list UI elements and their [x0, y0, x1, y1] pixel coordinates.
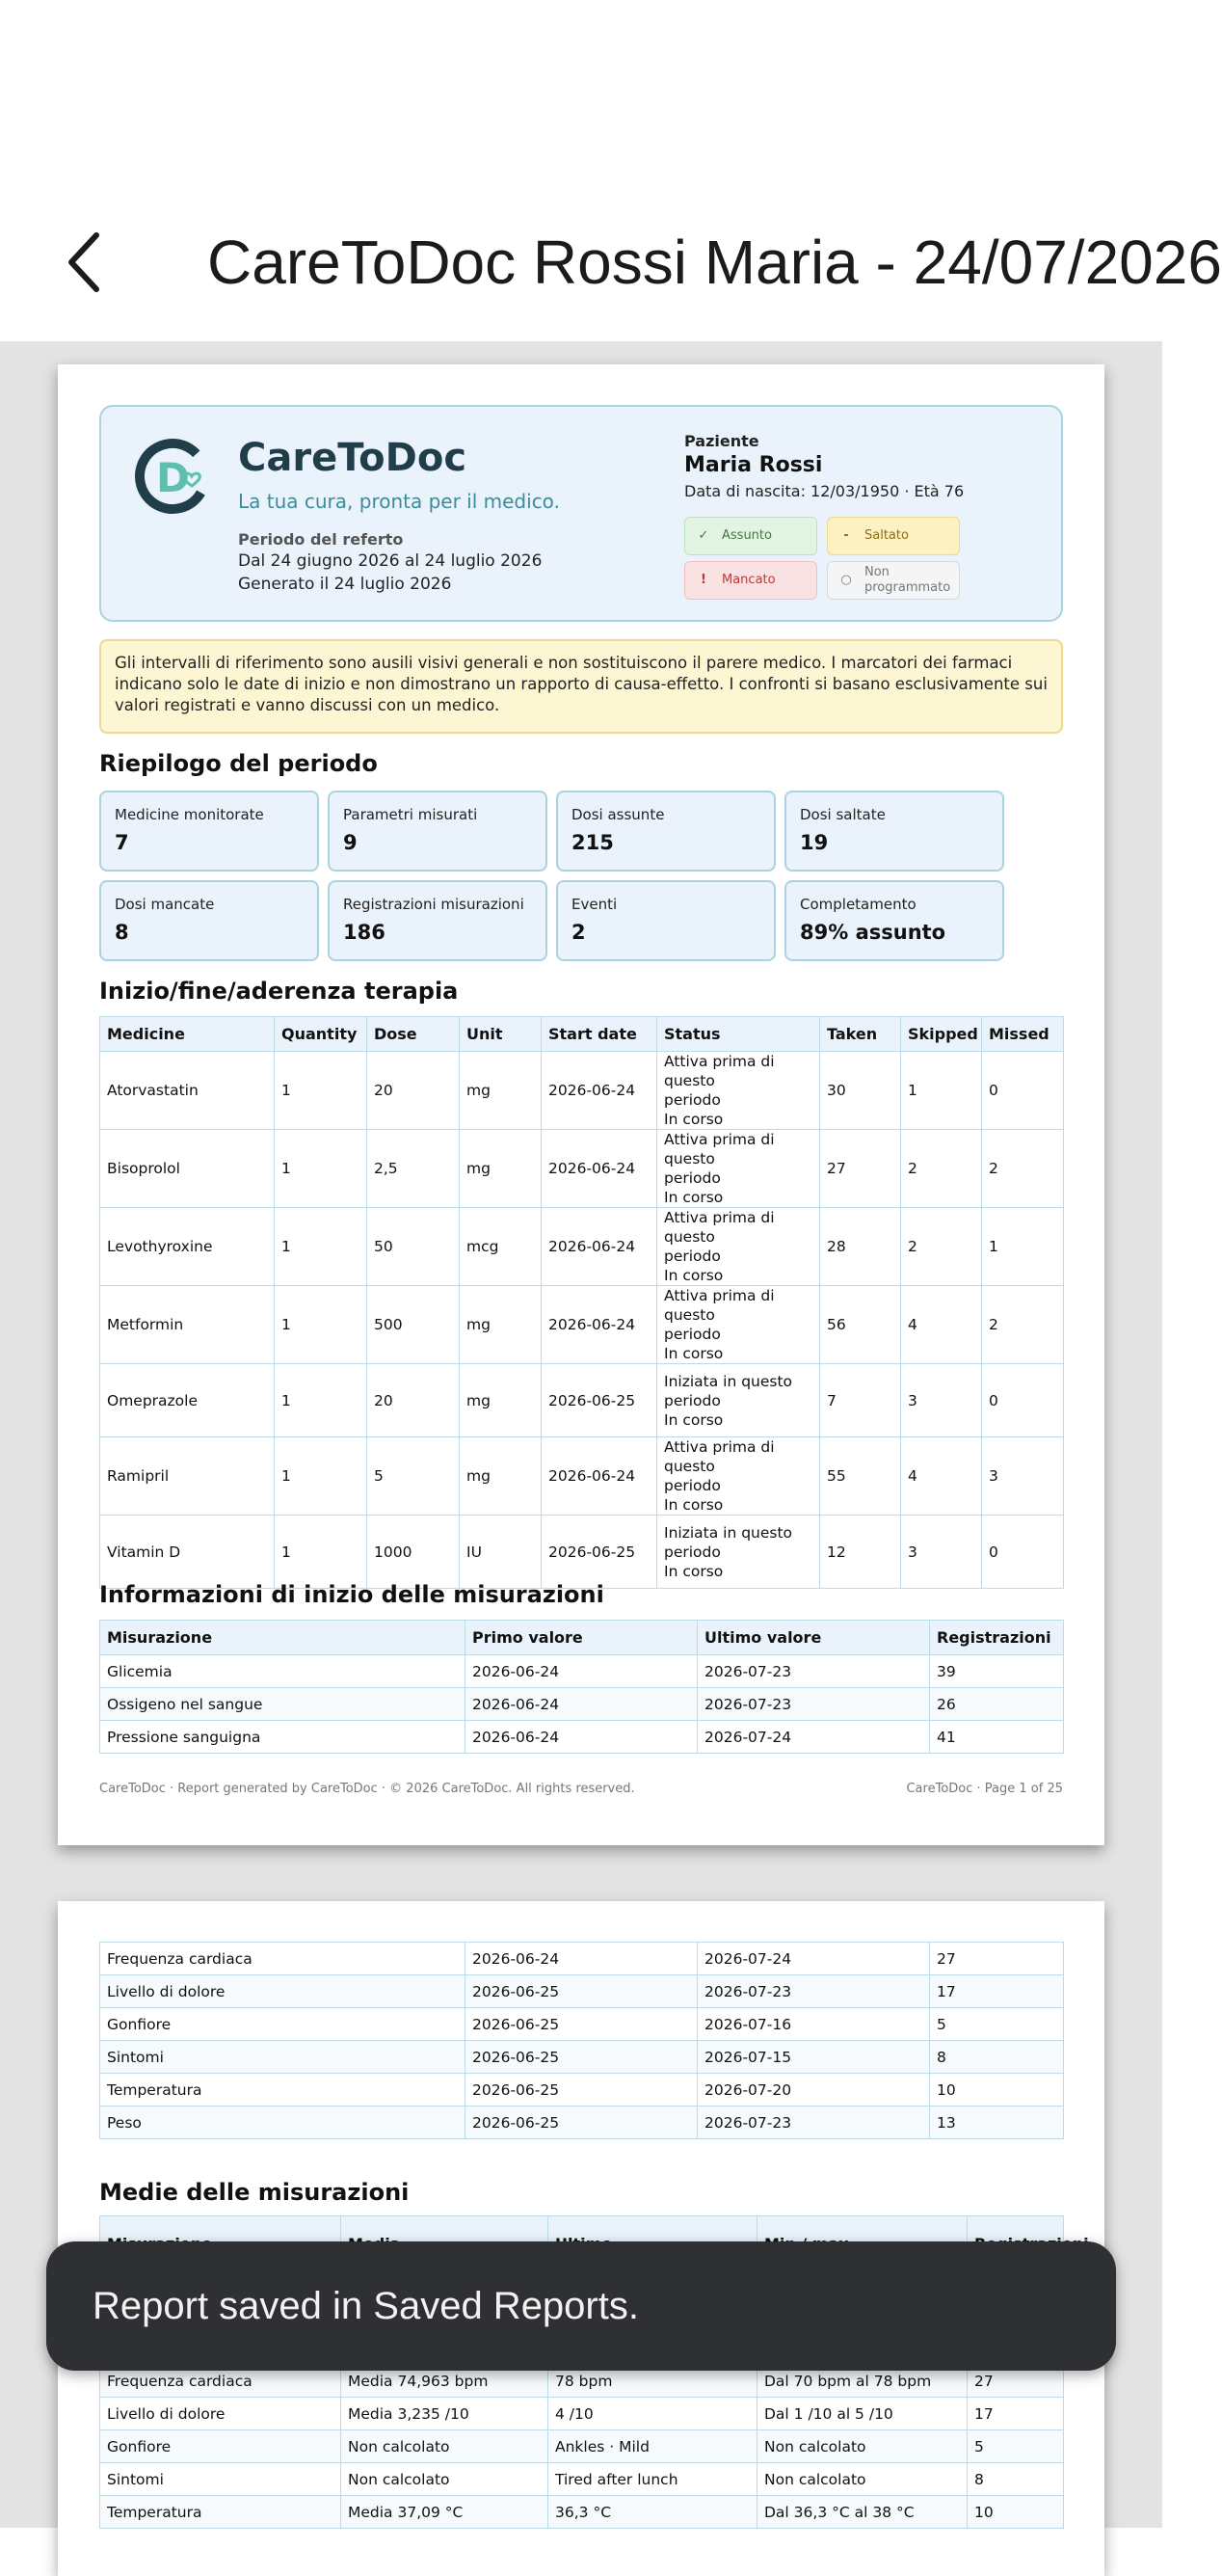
legend-non-programmato	[827, 561, 960, 600]
cell-missed: 0	[982, 1364, 1064, 1437]
patient-label: Paziente	[684, 432, 759, 450]
cell-quantity: 1	[275, 1437, 367, 1516]
cell-measurement: Frequenza cardiaca	[100, 1943, 465, 1975]
status-line: periodo	[664, 1248, 721, 1265]
stat-label: Dosi mancate	[115, 896, 215, 913]
table-row	[100, 2106, 1064, 2139]
summary-grid	[99, 791, 1063, 964]
brand-name: CareToDoc	[238, 436, 467, 480]
cell-measurement: Livello di dolore	[100, 2398, 341, 2430]
cell-taken: 27	[820, 1130, 901, 1208]
cell-unit: IU	[460, 1516, 542, 1589]
cell-last-value: 2026-07-20	[698, 2074, 930, 2106]
legend-assunto	[684, 517, 817, 555]
cell-medicine: Bisoprolol	[100, 1130, 275, 1208]
cell-quantity: 1	[275, 1130, 367, 1208]
status-line: periodo	[664, 1391, 721, 1409]
report-page-2	[58, 1901, 1104, 2576]
cell-count: 17	[968, 2398, 1064, 2430]
cell-measurement: Sintomi	[100, 2463, 341, 2496]
cell-skipped: 3	[901, 1364, 982, 1437]
cell-last-value: 2026-07-23	[698, 1975, 930, 2008]
cell-first-value: 2026-06-24	[465, 1943, 698, 1975]
cell-missed: 3	[982, 1437, 1064, 1516]
status-line: In corso	[664, 1345, 724, 1362]
cell-last: 36,3 °C	[548, 2496, 757, 2529]
column-header: Missed	[982, 1017, 1064, 1052]
patient-dob: Data di nascita: 12/03/1950 · Età 76	[684, 482, 965, 500]
cell-count: 8	[930, 2041, 1064, 2074]
cell-count: 10	[930, 2074, 1064, 2106]
cell-taken: 28	[820, 1208, 901, 1286]
cell-last-value: 2026-07-16	[698, 2008, 930, 2041]
cell-quantity: 1	[275, 1286, 367, 1364]
table-row	[100, 2430, 1064, 2463]
table-row	[100, 2398, 1064, 2430]
cell-medicine: Atorvastatin	[100, 1052, 275, 1130]
cell-quantity: 1	[275, 1052, 367, 1130]
status-line: In corso	[664, 1562, 724, 1580]
disclaimer-note: Gli intervalli di riferimento sono ausili visivi generali e non sostituiscono il parere medico. I marcatori dei farmaci indicano solo le date di inizio e non dimostrano un rapporto di causa-effetto. I confronti si basano esclusivamente sui valori registrati e vanno discussi con un medico.	[99, 639, 1063, 734]
table-row	[100, 1655, 1064, 1688]
cell-status	[657, 1130, 820, 1208]
cell-unit: mg	[460, 1437, 542, 1516]
cell-dose: 20	[367, 1052, 460, 1130]
cell-measurement: Livello di dolore	[100, 1975, 465, 2008]
cell-count: 13	[930, 2106, 1064, 2139]
cell-first-value: 2026-06-24	[465, 1721, 698, 1754]
status-line: Iniziata in questo	[664, 1523, 793, 1542]
stat-card	[556, 791, 776, 872]
cell-unit: mg	[460, 1052, 542, 1130]
stat-value: 89% assunto	[800, 921, 946, 944]
svg-text:D: D	[156, 454, 190, 501]
table-row	[100, 1975, 1064, 2008]
report-page-1	[58, 364, 1104, 1845]
cell-dose: 20	[367, 1364, 460, 1437]
stat-label: Eventi	[571, 896, 618, 913]
cell-missed: 2	[982, 1286, 1064, 1364]
cell-status	[657, 1364, 820, 1437]
stat-card	[328, 880, 547, 961]
cell-last-value: 2026-07-23	[698, 2106, 930, 2139]
cell-medicine: Omeprazole	[100, 1364, 275, 1437]
check-icon: ✓	[698, 528, 709, 543]
cell-start-date: 2026-06-25	[542, 1364, 657, 1437]
summary-title: Riepilogo del periodo	[99, 750, 378, 777]
table-row	[100, 1052, 1064, 1130]
measurements-title: Informazioni di inizio delle misurazioni	[99, 1581, 604, 1608]
measurements-table-continued-wrap	[99, 1942, 1063, 2139]
legend-saltato	[827, 517, 960, 555]
cell-quantity: 1	[275, 1364, 367, 1437]
column-header: Ultimo valore	[698, 1621, 930, 1655]
cell-min-max: Non calcolato	[757, 2463, 968, 2496]
cell-start-date: 2026-06-24	[542, 1286, 657, 1364]
cell-taken: 56	[820, 1286, 901, 1364]
circle-outline-icon: ○	[840, 573, 852, 587]
status-line: Attiva prima di questo	[664, 1209, 775, 1246]
table-row	[100, 2008, 1064, 2041]
legend-label: Saltato	[864, 528, 909, 543]
cell-status	[657, 1437, 820, 1516]
cell-medicine: Ramipril	[100, 1437, 275, 1516]
status-line: periodo	[664, 1477, 721, 1494]
column-header: Start date	[542, 1017, 657, 1052]
cell-count: 17	[930, 1975, 1064, 2008]
averages-title: Medie delle misurazioni	[99, 2179, 410, 2206]
cell-count: 8	[968, 2463, 1064, 2496]
exclamation-icon: !	[701, 573, 706, 587]
cell-skipped: 4	[901, 1437, 982, 1516]
status-line: In corso	[664, 1410, 724, 1429]
cell-count: 26	[930, 1688, 1064, 1721]
stat-card	[99, 791, 319, 872]
column-header: Misurazione	[100, 1621, 465, 1655]
column-header: Medicine	[100, 1017, 275, 1052]
cell-start-date: 2026-06-24	[542, 1052, 657, 1130]
stat-card	[556, 880, 776, 961]
table-row	[100, 2496, 1064, 2529]
stat-label: Medicine monitorate	[115, 806, 264, 823]
table-row	[100, 2074, 1064, 2106]
generated-date: Generato il 24 luglio 2026	[238, 575, 452, 594]
stat-label: Completamento	[800, 896, 916, 913]
cell-medicine: Metformin	[100, 1286, 275, 1364]
cell-average: Non calcolato	[341, 2463, 548, 2496]
cell-count: 5	[968, 2430, 1064, 2463]
legend-label: Mancato	[722, 573, 776, 587]
app-bar	[0, 0, 1222, 341]
brand-tagline: La tua cura, pronta per il medico.	[238, 490, 560, 513]
table-row	[100, 1943, 1064, 1975]
therapy-table	[99, 1016, 1064, 1589]
cell-taken: 12	[820, 1516, 901, 1589]
caretodoc-logo-icon	[132, 436, 213, 517]
stat-value: 2	[571, 921, 586, 944]
cell-status	[657, 1516, 820, 1589]
stat-value: 9	[343, 831, 358, 854]
cell-last: 4 /10	[548, 2398, 757, 2430]
cell-count: 39	[930, 1655, 1064, 1688]
cell-measurement: Frequenza cardiaca	[100, 2365, 341, 2398]
cell-status	[657, 1286, 820, 1364]
cell-skipped: 1	[901, 1052, 982, 1130]
column-header: Registrazioni	[930, 1621, 1064, 1655]
cell-start-date: 2026-06-24	[542, 1437, 657, 1516]
table-row	[100, 1437, 1064, 1516]
patient-name: Maria Rossi	[684, 453, 823, 477]
cell-unit: mg	[460, 1130, 542, 1208]
snackbar-toast	[46, 2241, 1116, 2371]
cell-taken: 7	[820, 1364, 901, 1437]
stat-label: Dosi assunte	[571, 806, 665, 823]
cell-measurement: Glicemia	[100, 1655, 465, 1688]
cell-skipped: 2	[901, 1130, 982, 1208]
cell-measurement: Peso	[100, 2106, 465, 2139]
measurements-table-continued	[99, 1942, 1064, 2139]
period-label: Periodo del referto	[238, 530, 404, 549]
cell-skipped: 4	[901, 1286, 982, 1364]
cell-taken: 55	[820, 1437, 901, 1516]
stat-card	[784, 791, 1004, 872]
cell-status	[657, 1052, 820, 1130]
cell-average: Media 37,09 °C	[341, 2496, 548, 2529]
cell-start-date: 2026-06-24	[542, 1208, 657, 1286]
cell-quantity: 1	[275, 1208, 367, 1286]
cell-unit: mg	[460, 1364, 542, 1437]
dash-icon: -	[843, 528, 849, 543]
status-line: Attiva prima di questo	[664, 1131, 775, 1167]
table-row	[100, 1130, 1064, 1208]
legend-label: Assunto	[722, 528, 772, 543]
status-line: periodo	[664, 1326, 721, 1343]
cell-medicine: Vitamin D	[100, 1516, 275, 1589]
cell-unit: mg	[460, 1286, 542, 1364]
legend-label: Non programmato	[864, 565, 951, 595]
stat-label: Parametri misurati	[343, 806, 478, 823]
column-header: Dose	[367, 1017, 460, 1052]
column-header: Skipped	[901, 1017, 982, 1052]
legend-mancato	[684, 561, 817, 600]
cell-measurement: Gonfiore	[100, 2008, 465, 2041]
page-footer-left: CareToDoc · Report generated by CareToDoc · © 2026 CareToDoc. All rights reserved.	[99, 1782, 635, 1796]
cell-dose: 1000	[367, 1516, 460, 1589]
page-title: CareToDoc Rossi Maria - 24/07/2026	[207, 228, 1222, 297]
table-header-row	[100, 1017, 1064, 1052]
status-line: Iniziata in questo	[664, 1372, 793, 1390]
table-row	[100, 1208, 1064, 1286]
status-line: periodo	[664, 1091, 721, 1109]
cell-measurement: Pressione sanguigna	[100, 1721, 465, 1754]
column-header: Status	[657, 1017, 820, 1052]
status-line: Attiva prima di questo	[664, 1053, 775, 1089]
cell-count: 5	[930, 2008, 1064, 2041]
status-line: periodo	[664, 1543, 721, 1561]
cell-count: 41	[930, 1721, 1064, 1754]
table-row	[100, 2041, 1064, 2074]
status-line: In corso	[664, 1111, 724, 1128]
cell-quantity: 1	[275, 1516, 367, 1589]
cell-measurement: Gonfiore	[100, 2430, 341, 2463]
cell-last: Tired after lunch	[548, 2463, 757, 2496]
therapy-table-wrap	[99, 1016, 1063, 1589]
column-header: Primo valore	[465, 1621, 698, 1655]
column-header: Taken	[820, 1017, 901, 1052]
back-button[interactable]	[56, 224, 114, 301]
stat-card	[99, 880, 319, 961]
measurements-table-wrap	[99, 1620, 1063, 1754]
cell-missed: 0	[982, 1052, 1064, 1130]
cell-measurement: Sintomi	[100, 2041, 465, 2074]
cell-last: 78 bpm	[548, 2365, 757, 2398]
cell-status	[657, 1208, 820, 1286]
therapy-title: Inizio/fine/aderenza terapia	[99, 978, 459, 1005]
stat-card	[784, 880, 1004, 961]
table-header-row	[100, 1621, 1064, 1655]
cell-count: 27	[968, 2365, 1064, 2398]
cell-first-value: 2026-06-25	[465, 2041, 698, 2074]
cell-start-date: 2026-06-24	[542, 1130, 657, 1208]
cell-first-value: 2026-06-25	[465, 2106, 698, 2139]
status-line: In corso	[664, 1496, 724, 1514]
cell-dose: 500	[367, 1286, 460, 1364]
table-row	[100, 1688, 1064, 1721]
measurements-table	[99, 1620, 1064, 1754]
chevron-left-icon	[66, 231, 104, 293]
cell-last-value: 2026-07-23	[698, 1688, 930, 1721]
cell-taken: 30	[820, 1052, 901, 1130]
period-range: Dal 24 giugno 2026 al 24 luglio 2026	[238, 551, 543, 571]
status-line: In corso	[664, 1189, 724, 1206]
cell-first-value: 2026-06-25	[465, 2008, 698, 2041]
cell-start-date: 2026-06-25	[542, 1516, 657, 1589]
stat-value: 8	[115, 921, 129, 944]
cell-first-value: 2026-06-25	[465, 1975, 698, 2008]
status-line: In corso	[664, 1267, 724, 1284]
cell-dose: 2,5	[367, 1130, 460, 1208]
cell-last-value: 2026-07-24	[698, 1721, 930, 1754]
cell-min-max: Non calcolato	[757, 2430, 968, 2463]
column-header: Quantity	[275, 1017, 367, 1052]
cell-dose: 50	[367, 1208, 460, 1286]
status-line: periodo	[664, 1169, 721, 1187]
cell-average: Media 74,963 bpm	[341, 2365, 548, 2398]
stat-label: Dosi saltate	[800, 806, 886, 823]
pdf-viewer[interactable]	[0, 341, 1162, 2528]
cell-missed: 0	[982, 1516, 1064, 1589]
toast-message: Report saved in Saved Reports.	[93, 2284, 639, 2327]
cell-last: Ankles · Mild	[548, 2430, 757, 2463]
status-line: Attiva prima di questo	[664, 1438, 775, 1475]
cell-first-value: 2026-06-24	[465, 1688, 698, 1721]
cell-missed: 2	[982, 1130, 1064, 1208]
table-row	[100, 1286, 1064, 1364]
table-row	[100, 2463, 1064, 2496]
table-row	[100, 1364, 1064, 1437]
cell-last-value: 2026-07-24	[698, 1943, 930, 1975]
table-row	[100, 1516, 1064, 1589]
cell-measurement: Temperatura	[100, 2496, 341, 2529]
cell-missed: 1	[982, 1208, 1064, 1286]
cell-skipped: 3	[901, 1516, 982, 1589]
cell-last-value: 2026-07-15	[698, 2041, 930, 2074]
cell-first-value: 2026-06-24	[465, 1655, 698, 1688]
stat-value: 186	[343, 921, 385, 944]
page-footer-right: CareToDoc · Page 1 of 25	[906, 1782, 1063, 1796]
cell-first-value: 2026-06-25	[465, 2074, 698, 2106]
cell-min-max: Dal 70 bpm al 78 bpm	[757, 2365, 968, 2398]
cell-average: Non calcolato	[341, 2430, 548, 2463]
cell-min-max: Dal 36,3 °C al 38 °C	[757, 2496, 968, 2529]
table-row	[100, 1721, 1064, 1754]
cell-count: 27	[930, 1943, 1064, 1975]
cell-min-max: Dal 1 /10 al 5 /10	[757, 2398, 968, 2430]
cell-medicine: Levothyroxine	[100, 1208, 275, 1286]
report-header	[99, 405, 1063, 622]
stat-label: Registrazioni misurazioni	[343, 896, 524, 913]
cell-measurement: Ossigeno nel sangue	[100, 1688, 465, 1721]
stat-value: 7	[115, 831, 129, 854]
cell-skipped: 2	[901, 1208, 982, 1286]
stat-value: 19	[800, 831, 829, 854]
cell-count: 10	[968, 2496, 1064, 2529]
cell-measurement: Temperatura	[100, 2074, 465, 2106]
cell-dose: 5	[367, 1437, 460, 1516]
cell-average: Media 3,235 /10	[341, 2398, 548, 2430]
cell-last-value: 2026-07-23	[698, 1655, 930, 1688]
status-line: Attiva prima di questo	[664, 1287, 775, 1324]
cell-unit: mcg	[460, 1208, 542, 1286]
stat-value: 215	[571, 831, 614, 854]
stat-card	[328, 791, 547, 872]
column-header: Unit	[460, 1017, 542, 1052]
